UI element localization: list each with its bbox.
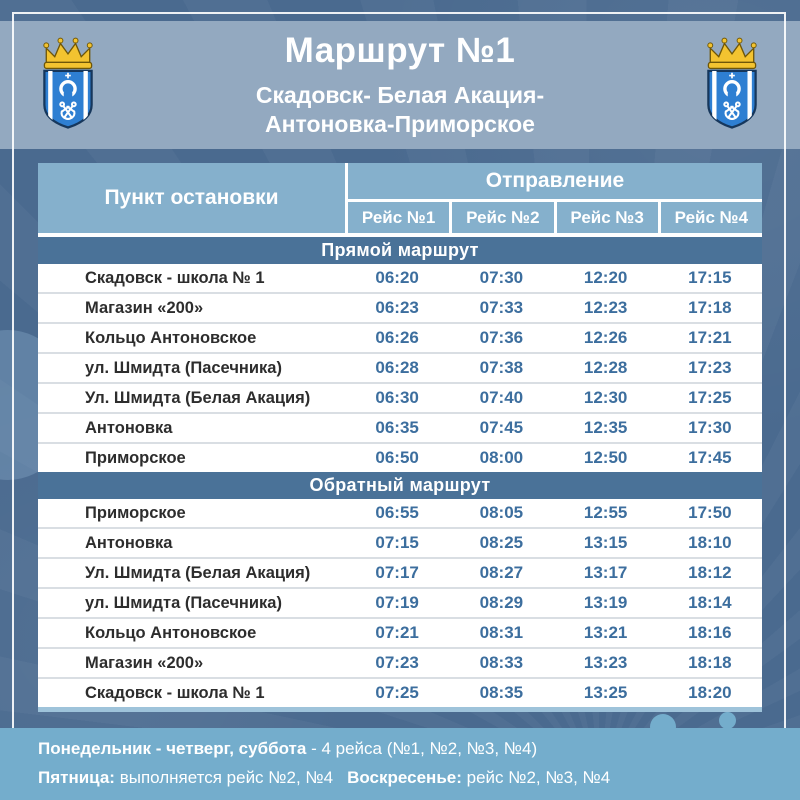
schedule-note-sunday-text: рейс №2, №3, №4 (461, 768, 611, 787)
table-row (38, 647, 762, 677)
route-title: Маршрут №1 (284, 30, 516, 70)
stop-name: Антоновка (85, 533, 173, 552)
departure-time: 18:16 (688, 623, 732, 642)
departure-time: 17:15 (688, 268, 732, 287)
departure-time: 12:35 (583, 418, 628, 437)
departure-time: 08:29 (479, 593, 524, 612)
coat-of-arms-icon (34, 34, 102, 136)
departure-group (348, 163, 762, 233)
departure-time: 12:30 (583, 388, 628, 407)
footer-notes (0, 728, 800, 800)
schedule-note-friday-text: выполняется рейс №2, №4 (114, 768, 334, 787)
header-titles (102, 31, 698, 140)
departure-time: 12:50 (583, 448, 628, 467)
departure-time: 18:20 (688, 683, 732, 702)
schedule-note-friday-sunday (38, 768, 800, 788)
departure-time: 06:30 (375, 388, 419, 407)
stop-column-header: Пункт остановки (38, 163, 345, 233)
stop-name: ул. Шмидта (Пасечника) (85, 593, 282, 612)
table-row (38, 527, 762, 557)
departure-time: 18:18 (688, 653, 732, 672)
stop-name: Кольцо Антоновское (85, 328, 257, 347)
route-subtitle-line1: Скадовск- Белая Акация- (255, 81, 545, 108)
direct-route-banner: Прямой маршрут (38, 237, 762, 264)
stop-name: Ул. Шмидта (Белая Акация) (85, 563, 311, 582)
stop-name: Магазин «200» (85, 298, 204, 317)
departure-time: 18:10 (688, 533, 732, 552)
stop-name: Магазин «200» (85, 653, 204, 672)
schedule-note-weekdays-text: - 4 рейса (№1, №2, №3, №4) (306, 739, 538, 758)
shield-icon (44, 71, 91, 131)
route-subtitle-line2: Антоновка-Приморское (265, 111, 535, 137)
reverse-route-banner: Обратный маршрут (38, 472, 762, 499)
departure-time: 17:45 (688, 448, 732, 467)
departure-time: 07:23 (375, 653, 419, 672)
stop-name: Антоновка (85, 418, 173, 437)
departure-header: Отправление (348, 163, 762, 199)
table-row (38, 587, 762, 617)
stop-name: Кольцо Антоновское (85, 623, 257, 642)
table-row (38, 382, 762, 412)
departure-time: 08:00 (479, 448, 524, 467)
table-row (38, 352, 762, 382)
trip-header-3: Рейс №3 (557, 202, 658, 233)
schedule-note-friday-label: Пятница: (38, 768, 115, 787)
departure-time: 07:36 (479, 328, 524, 347)
departure-time: 13:25 (583, 683, 628, 702)
schedule-note-sunday-label: Воскресенье: (347, 768, 462, 787)
departure-time: 07:45 (479, 418, 524, 437)
departure-time: 12:28 (583, 358, 628, 377)
departure-time: 13:15 (583, 533, 628, 552)
departure-time: 06:26 (375, 328, 419, 347)
departure-time: 18:14 (688, 593, 732, 612)
schedule-note-weekdays (38, 739, 800, 759)
stop-name: Приморское (85, 448, 186, 467)
table-row (38, 264, 762, 292)
departure-time: 18:12 (688, 563, 732, 582)
crown-icon (708, 38, 756, 68)
timetable (38, 163, 762, 712)
trip-header-4: Рейс №4 (661, 202, 762, 233)
decorative-dot (719, 712, 736, 729)
crown-icon (44, 38, 92, 68)
departure-time: 12:26 (583, 328, 628, 347)
departure-time: 08:05 (479, 503, 524, 522)
trip-headers (348, 202, 762, 233)
header-band (0, 21, 800, 149)
departure-time: 08:33 (479, 653, 524, 672)
departure-time: 08:27 (479, 563, 524, 582)
trip-header-1: Рейс №1 (348, 202, 449, 233)
departure-time: 17:25 (688, 388, 732, 407)
departure-time: 17:18 (688, 298, 732, 317)
route-subtitle (102, 81, 698, 140)
stop-name: Скадовск - школа № 1 (85, 683, 265, 702)
departure-time: 17:23 (688, 358, 732, 377)
departure-time: 17:21 (688, 328, 732, 347)
departure-time: 06:23 (375, 298, 419, 317)
departure-time: 08:31 (479, 623, 524, 642)
table-row (38, 617, 762, 647)
reverse-route-rows (38, 499, 762, 707)
departure-time: 07:30 (479, 268, 524, 287)
stop-name: Приморское (85, 503, 186, 522)
departure-time: 07:40 (479, 388, 524, 407)
departure-time: 07:33 (479, 298, 524, 317)
stop-name: ул. Шмидта (Пасечника) (85, 358, 282, 377)
departure-time: 08:35 (479, 683, 524, 702)
departure-time: 07:15 (375, 533, 419, 552)
departure-time: 06:35 (375, 418, 419, 437)
departure-time: 08:25 (479, 533, 524, 552)
departure-time: 17:50 (688, 503, 732, 522)
stop-name: Скадовск - школа № 1 (85, 268, 265, 287)
departure-time: 06:20 (375, 268, 419, 287)
table-row (38, 499, 762, 527)
departure-time: 12:23 (583, 298, 628, 317)
schedule-note-weekdays-label: Понедельник - четверг, суббота (38, 739, 307, 758)
departure-time: 17:30 (688, 418, 732, 437)
departure-time: 07:19 (375, 593, 419, 612)
departure-time: 06:50 (375, 448, 419, 467)
departure-time: 07:38 (479, 358, 524, 377)
departure-time: 13:23 (583, 653, 628, 672)
table-row (38, 412, 762, 442)
coat-of-arms-icon (698, 34, 766, 136)
table-row (38, 557, 762, 587)
departure-time: 07:17 (375, 563, 419, 582)
departure-time: 06:28 (375, 358, 419, 377)
direct-route-rows (38, 264, 762, 472)
departure-time: 12:20 (583, 268, 628, 287)
departure-time: 13:17 (583, 563, 628, 582)
departure-time: 12:55 (583, 503, 628, 522)
table-bottom-cap (38, 707, 762, 712)
table-row (38, 322, 762, 352)
timetable-header (38, 163, 762, 233)
stop-name: Ул. Шмидта (Белая Акация) (85, 388, 311, 407)
departure-time: 13:21 (583, 623, 628, 642)
departure-time: 07:21 (375, 623, 419, 642)
trip-header-2: Рейс №2 (452, 202, 553, 233)
table-row (38, 292, 762, 322)
table-row (38, 442, 762, 472)
departure-time: 06:55 (375, 503, 419, 522)
departure-time: 07:25 (375, 683, 419, 702)
shield-icon (708, 71, 755, 131)
table-row (38, 677, 762, 707)
departure-time: 13:19 (583, 593, 628, 612)
